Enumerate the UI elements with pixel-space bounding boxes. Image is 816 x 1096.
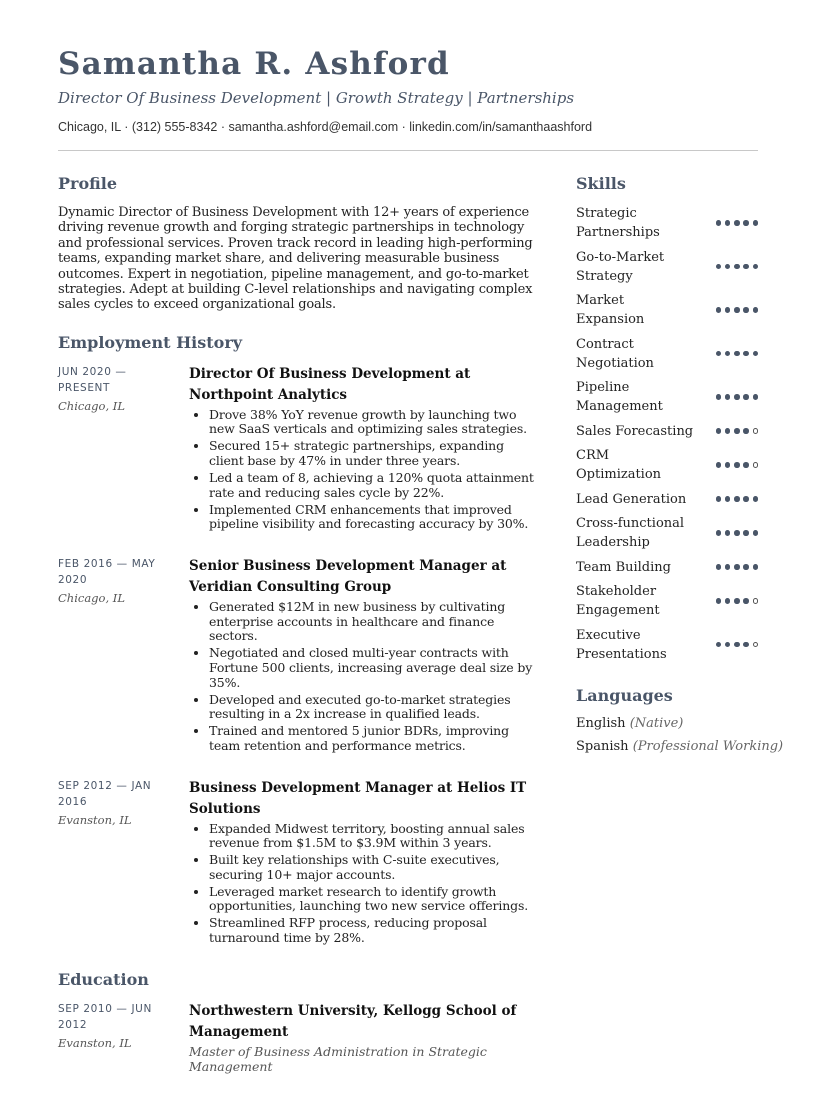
rating-dot-empty — [753, 462, 758, 467]
skill-name: Cross-functional Leadership — [576, 516, 685, 550]
profile-text: Dynamic Director of Business Development with 12+ years of experience driving revenue growth and forging strategic partnerships in technology and professional services. Proven track record in leading high-performing teams, expanding market share, and delivering measurable business outcomes. Expert in negotiation, pipeline management, and go-to-market strategies. Adept at building C-level relationships and navigating complex sales cycles to exceed organizational goals. — [58, 205, 533, 313]
job-details — [189, 556, 542, 756]
job-title: Senior Business Development Manager at Veridian Consulting Group — [189, 558, 507, 596]
education-dates: SEP 2010 — JUN 2012 — [58, 1002, 152, 1031]
rating-dot-filled — [743, 530, 748, 535]
rating-dot-empty — [753, 428, 758, 433]
rating-dot-filled — [753, 264, 758, 269]
skill-rating — [716, 220, 758, 225]
education-details — [189, 1001, 542, 1074]
job-bullets — [189, 600, 542, 753]
skill-rating — [716, 598, 758, 603]
job-bullets — [189, 408, 542, 532]
skill-name: Contract Negotiation — [576, 336, 654, 371]
job-bullets — [189, 822, 542, 946]
language-name: English — [576, 715, 626, 731]
skill-item — [576, 422, 758, 441]
employment-heading: Employment History — [58, 332, 243, 352]
languages-list — [576, 714, 784, 756]
rating-dot-filled — [734, 462, 739, 467]
rating-dot-filled — [716, 307, 721, 312]
job-dates: JUN 2020 — PRESENT — [58, 365, 127, 394]
rating-dot-filled — [734, 394, 739, 399]
skill-rating — [716, 351, 758, 356]
job-meta — [58, 364, 189, 534]
education-school: Northwestern University, Kellogg School of Management — [189, 1002, 517, 1040]
job-bullet: • Secured 15+ strategic partnerships, expanding client base by 47% in under three years. — [209, 439, 542, 468]
skills-list — [576, 204, 758, 664]
profile-heading: Profile — [58, 174, 118, 193]
rating-dot-filled — [753, 307, 758, 312]
main-column — [58, 174, 542, 1096]
rating-dot-filled — [725, 428, 730, 433]
rating-dot-filled — [725, 462, 730, 467]
skill-name: Strategic Partnerships — [576, 206, 660, 240]
skill-item — [576, 490, 758, 509]
skill-item — [576, 582, 758, 620]
language-item — [576, 714, 758, 733]
job-location: Chicago, IL — [58, 591, 125, 606]
rating-dot-filled — [725, 264, 730, 269]
skill-item — [576, 248, 758, 286]
rating-dot-filled — [716, 264, 721, 269]
skill-name: Team Building — [576, 559, 671, 575]
education-location: Evanston, IL — [58, 1035, 132, 1050]
language-item — [576, 737, 784, 756]
rating-dot-filled — [725, 220, 730, 225]
rating-dot-filled — [734, 220, 739, 225]
rating-dot-filled — [753, 394, 758, 399]
sidebar-column — [576, 174, 784, 760]
job-title: Director Of Business Development at Northpoint Analytics — [189, 365, 471, 403]
rating-dot-filled — [753, 220, 758, 225]
rating-dot-filled — [716, 496, 721, 501]
job-dates: FEB 2016 — MAY 2020 — [58, 558, 156, 587]
job-bullet: • Trained and mentored 5 junior BDRs, improving team retention and performance metrics. — [209, 724, 542, 753]
rating-dot-filled — [743, 564, 748, 569]
job-details — [189, 364, 542, 534]
job-bullet: • Built key relationships with C-suite executives, securing 10+ major accounts. — [209, 853, 542, 882]
skill-rating — [716, 394, 758, 399]
skill-rating — [716, 428, 758, 433]
education-heading: Education — [58, 969, 149, 989]
rating-dot-filled — [716, 598, 721, 603]
rating-dot-filled — [734, 351, 739, 356]
job-bullet: • Implemented CRM enhancements that improved pipeline visibility and forecasting accuracy by 30%. — [209, 503, 542, 532]
job-details — [189, 778, 542, 948]
skills-heading: Skills — [576, 174, 626, 193]
skill-rating — [716, 496, 758, 501]
skill-rating — [716, 642, 758, 647]
rating-dot-filled — [743, 264, 748, 269]
rating-dot-filled — [734, 564, 739, 569]
rating-dot-filled — [716, 394, 721, 399]
skill-name: Go-to-Market Strategy — [576, 249, 665, 284]
rating-dot-filled — [716, 530, 721, 535]
language-name: Spanish — [576, 738, 629, 754]
skill-rating — [716, 264, 758, 269]
education-entry — [58, 1001, 542, 1074]
skill-name: Market Expansion — [576, 293, 645, 327]
rating-dot-filled — [725, 307, 730, 312]
rating-dot-filled — [716, 642, 721, 647]
rating-dot-filled — [725, 598, 730, 603]
rating-dot-filled — [753, 496, 758, 501]
rating-dot-filled — [734, 530, 739, 535]
employment-list — [58, 364, 542, 948]
education-list — [58, 1001, 542, 1074]
job-bullet: • Leveraged market research to identify growth opportunities, launching two new service offerings. — [209, 885, 542, 914]
skill-item — [576, 291, 758, 329]
rating-dot-filled — [734, 264, 739, 269]
job-title: Business Development Manager at Helios IT Solutions — [189, 779, 527, 817]
rating-dot-filled — [716, 220, 721, 225]
skill-item — [576, 514, 758, 552]
rating-dot-filled — [743, 394, 748, 399]
language-level: (Professional Working) — [632, 738, 784, 754]
rating-dot-filled — [753, 351, 758, 356]
skill-name: Pipeline Management — [576, 380, 663, 414]
job-bullet: • Expanded Midwest territory, boosting annual sales revenue from $1.5M to $3.9M within 3 years. — [209, 822, 542, 851]
job-meta — [58, 778, 189, 948]
job-entry — [58, 778, 542, 948]
skill-name: Sales Forecasting — [576, 423, 694, 439]
contact-line: Chicago, IL · (312) 555-8342 · samantha.ashford@email.com · linkedin.com/in/samanthaashford — [58, 120, 593, 134]
job-bullet: • Developed and executed go-to-market strategies resulting in a 2x increase in qualified leads. — [209, 693, 542, 722]
rating-dot-empty — [753, 642, 758, 647]
job-bullet: • Generated $12M in new business by cultivating enterprise accounts in healthcare and finance sectors. — [209, 600, 542, 644]
job-bullet: • Led a team of 8, achieving a 120% quota attainment rate and reducing sales cycle by 22%. — [209, 471, 542, 500]
job-bullet: • Drove 38% YoY revenue growth by launching two new SaaS verticals and optimizing sales strategies. — [209, 408, 542, 437]
skill-rating — [716, 564, 758, 569]
skill-rating — [716, 307, 758, 312]
rating-dot-filled — [734, 496, 739, 501]
rating-dot-filled — [725, 496, 730, 501]
header-divider — [58, 150, 758, 151]
job-bullet: • Streamlined RFP process, reducing proposal turnaround time by 28%. — [209, 916, 542, 945]
rating-dot-filled — [716, 462, 721, 467]
rating-dot-filled — [716, 564, 721, 569]
job-location: Evanston, IL — [58, 812, 132, 827]
rating-dot-filled — [725, 564, 730, 569]
rating-dot-filled — [734, 598, 739, 603]
job-meta — [58, 556, 189, 756]
rating-dot-filled — [743, 428, 748, 433]
skill-name: Executive Presentations — [576, 627, 667, 662]
skill-item — [576, 335, 758, 373]
skill-rating — [716, 530, 758, 535]
rating-dot-filled — [743, 351, 748, 356]
rating-dot-filled — [743, 642, 748, 647]
rating-dot-filled — [716, 351, 721, 356]
rating-dot-filled — [753, 564, 758, 569]
headline: Director Of Business Development | Growth Strategy | Partnerships — [58, 89, 575, 107]
skill-name: Stakeholder Engagement — [576, 584, 660, 618]
languages-heading: Languages — [576, 685, 673, 705]
language-level: (Native) — [629, 715, 684, 731]
rating-dot-filled — [734, 642, 739, 647]
rating-dot-filled — [725, 351, 730, 356]
rating-dot-filled — [753, 530, 758, 535]
skill-item — [576, 378, 758, 416]
rating-dot-filled — [734, 428, 739, 433]
job-dates: SEP 2012 — JAN 2016 — [58, 779, 152, 808]
skill-item — [576, 204, 758, 242]
skill-item — [576, 446, 758, 484]
education-degree: Master of Business Administration in Strategic Management — [189, 1043, 487, 1074]
job-location: Chicago, IL — [58, 398, 125, 413]
job-bullet: • Negotiated and closed multi-year contracts with Fortune 500 clients, increasing average deal size by 35%. — [209, 646, 542, 690]
rating-dot-filled — [743, 220, 748, 225]
job-entry — [58, 556, 542, 756]
skill-rating — [716, 462, 758, 467]
skill-name: CRM Optimization — [576, 448, 662, 482]
rating-dot-filled — [725, 530, 730, 535]
rating-dot-filled — [743, 462, 748, 467]
rating-dot-filled — [725, 642, 730, 647]
rating-dot-filled — [725, 394, 730, 399]
education-meta — [58, 1001, 189, 1074]
rating-dot-empty — [753, 598, 758, 603]
rating-dot-filled — [743, 307, 748, 312]
rating-dot-filled — [716, 428, 721, 433]
rating-dot-filled — [734, 307, 739, 312]
rating-dot-filled — [743, 496, 748, 501]
candidate-name: Samantha R. Ashford — [58, 46, 450, 82]
skill-item — [576, 626, 758, 664]
job-entry — [58, 364, 542, 534]
rating-dot-filled — [743, 598, 748, 603]
skill-item — [576, 558, 758, 577]
skill-name: Lead Generation — [576, 491, 687, 507]
